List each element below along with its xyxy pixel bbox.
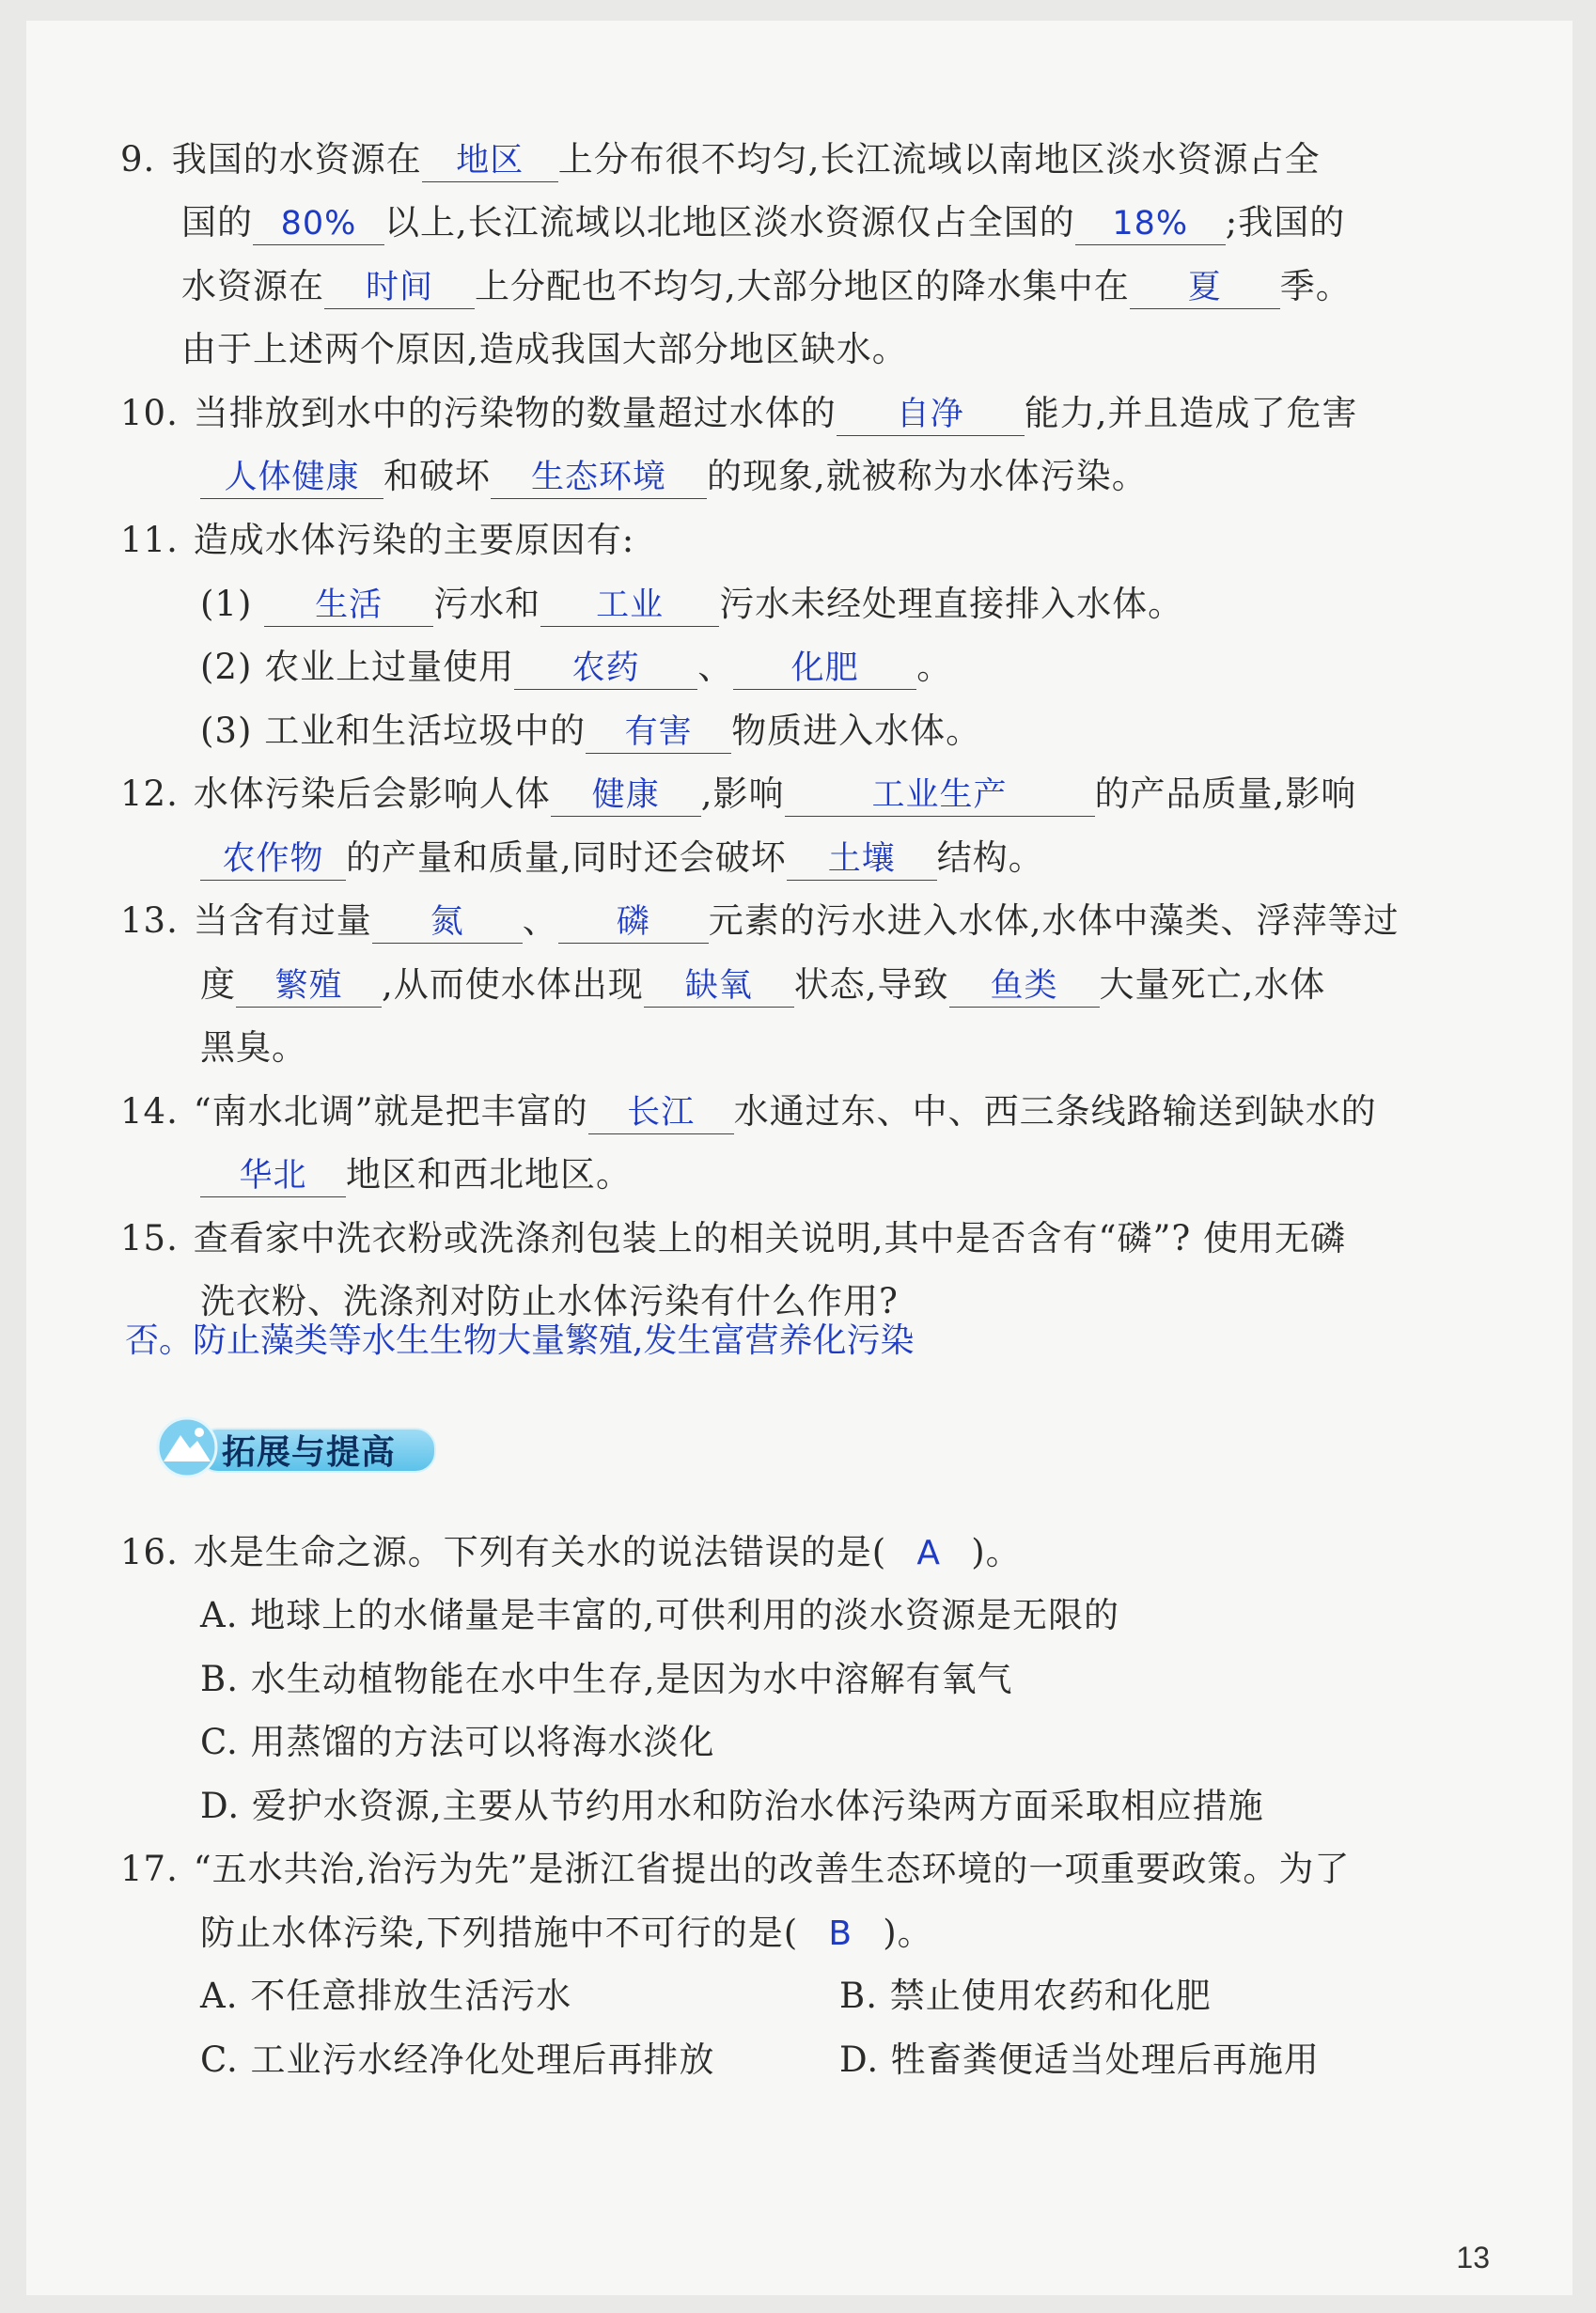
q11-text: 工业和生活垃圾中的 [264,711,587,751]
q14-answer-1: 长江 [588,1094,734,1134]
q11-text: 污水和 [433,584,541,624]
q11-text: 农业上过量使用 [264,647,515,687]
q9-text: 国的 [181,202,253,242]
q17-line-1 [120,1846,1350,1893]
q9-line-3 [181,263,1352,310]
q14-text: 地区和西北地区。 [346,1154,632,1195]
q9-answer-5: 夏 [1130,269,1280,309]
q17-text: )。 [883,1913,933,1953]
q11-sub-2 [200,644,952,691]
q13-text: 状态,导致 [793,964,949,1005]
q12-answer-4: 土壤 [787,840,937,881]
q17-option-d: D. 牲畜粪便适当处理后再施用 [839,2040,1320,2080]
q11-answer-1: 生活 [264,586,433,627]
q16-stem [120,1529,1022,1577]
q15-text: 洗衣粉、洗涤剂对防止水体污染有什么作用? [200,1281,899,1321]
q12-answer-1: 健康 [551,776,701,817]
q17-option-c: C. 工业污水经净化处理后再排放 [200,2040,715,2080]
q10-answer-3: 生态环境 [491,459,707,499]
q11-number: 11. [120,520,179,560]
q11-sub-label: (1) [200,584,253,624]
q16-text: 水是生命之源。下列有关水的说法错误的是( [193,1532,887,1572]
q11-sub-label: (2) [200,647,253,687]
q12-text: 水体污染后会影响人体 [193,774,551,814]
q9-line-2 [181,199,1345,246]
q17-answer: B [828,1914,853,1953]
q9-answer-2: 80% [253,205,384,245]
q9-text: 以上,长江流域以北地区淡水资源仅占全国的 [384,202,1075,242]
section-title: 拓展与提高 [222,1433,397,1472]
q13-text: 当含有过量 [193,900,372,941]
q11-text: 污水未经处理直接排入水体。 [719,584,1184,624]
q9-text: 上分配也不均匀,大部分地区的降水集中在 [475,266,1130,306]
q11-sub-label: (3) [200,711,253,751]
q10-text: 能力,并且造成了危害 [1024,393,1358,433]
q12-line-1 [120,771,1356,818]
mountain-badge-icon [156,1416,218,1478]
q9-answer-4: 时间 [324,269,475,309]
q17-text: 防止水体污染,下列措施中不可行的是( [200,1913,799,1953]
q13-text: 度 [200,964,236,1005]
page-number: 13 [1456,2241,1490,2274]
q11-sub-3 [200,708,981,755]
q16-option-d: D. 爱护水资源,主要从节约用水和防治水体污染两方面采取相应措施 [200,1786,1264,1826]
q13-line-1 [120,898,1400,945]
q11-answer-5: 有害 [586,713,731,754]
q10-text: 和破坏 [383,456,491,496]
q13-text: 元素的污水进入水体,水体中藻类、浮萍等过 [708,900,1400,941]
q17-number: 17. [120,1849,179,1889]
q14-text: 水通过东、中、西三条线路输送到缺水的 [733,1091,1377,1132]
q15-text: 查看家中洗衣粉或洗涤剂包装上的相关说明,其中是否含有“磷”? 使用无磷 [193,1218,1346,1258]
q12-line-2 [200,835,1044,882]
q16-number: 16. [120,1532,179,1572]
q9-text: 上分布很不均匀,长江流域以南地区淡水资源占全 [557,139,1321,180]
q12-text: 的产品质量,影响 [1094,774,1357,814]
q13-text: ,从而使水体出现 [382,964,644,1005]
q13-answer-1: 氮 [372,903,523,944]
q11-text: 。 [916,647,953,687]
q11-answer-4: 化肥 [733,649,916,690]
q12-text: ,影响 [700,774,785,814]
q12-answer-3: 农作物 [200,840,346,881]
q14-text: “南水北调”就是把丰富的 [193,1091,588,1132]
q14-answer-2: 华北 [200,1157,346,1197]
q12-text: 结构。 [936,837,1044,878]
q9-text: 我国的水资源在 [171,139,422,180]
q9-text: ;我国的 [1225,202,1346,242]
q11-line-1 [120,517,634,564]
q13-line-3 [200,1024,307,1071]
q11-answer-2: 工业 [540,586,719,627]
workbook-page [26,21,1573,2295]
q17-option-b: B. 禁止使用农药和化肥 [839,1976,1212,2016]
q13-answer-2: 磷 [558,903,709,944]
q13-number: 13. [120,900,179,941]
q12-number: 12. [120,774,179,814]
q9-line-4 [181,326,908,373]
q10-text: 的现象,就被称为水体污染。 [707,456,1148,496]
q11-text: 、 [697,647,734,687]
q14-line-1 [120,1088,1377,1135]
q11-answer-3: 农药 [514,649,697,690]
q10-line-2 [200,453,1148,500]
q15-answer: 否。防止藻类等水生生物大量繁殖,发生富营养化污染 [125,1321,915,1360]
q10-answer-1: 自净 [837,396,1025,436]
q14-number: 14. [120,1091,179,1132]
q17-option-a: A. 不任意排放生活污水 [200,1976,572,2016]
q9-text: 水资源在 [181,266,324,306]
section-banner [156,1416,438,1473]
q16-text: )。 [971,1532,1022,1572]
q13-line-2 [200,961,1325,1008]
q10-number: 10. [120,393,179,433]
q17-line-2 [200,1910,933,1958]
q15-number: 15. [120,1218,179,1258]
q13-answer-4: 缺氧 [644,967,794,1008]
q9-number: 9. [120,139,156,180]
q16-option-b: B. 水生动植物能在水中生存,是因为水中溶解有氧气 [200,1659,1013,1699]
q12-answer-2: 工业生产 [785,776,1095,817]
q10-text: 当排放到水中的污染物的数量超过水体的 [193,393,837,433]
q13-text: 大量死亡,水体 [1099,964,1326,1005]
q16-option-a: A. 地球上的水储量是丰富的,可供利用的淡水资源是无限的 [200,1595,1120,1635]
q9-text: 由于上述两个原因,造成我国大部分地区缺水。 [181,329,908,369]
q17-text: “五水共治,治污为先”是浙江省提出的改善生态环境的一项重要政策。为了 [193,1849,1351,1889]
q12-text: 的产量和质量,同时还会破坏 [346,837,787,878]
q16-option-c: C. 用蒸馏的方法可以将海水淡化 [200,1722,715,1762]
q9-text: 季。 [1279,266,1352,306]
q13-answer-5: 鱼类 [949,967,1100,1008]
q11-text: 物质进入水体。 [731,711,982,751]
q14-line-2 [200,1151,632,1198]
q10-answer-2: 人体健康 [200,459,383,499]
q9-line-1 [120,136,1321,183]
q13-text: 、 [522,900,558,941]
q15-line-1 [120,1215,1346,1262]
q13-answer-3: 繁殖 [236,967,382,1008]
q10-line-1 [120,390,1358,437]
q9-answer-1: 地区 [422,142,558,182]
q11-text: 造成水体污染的主要原因有: [193,520,635,560]
q9-answer-3: 18% [1075,205,1226,245]
q13-text: 黑臭。 [200,1027,307,1068]
q16-answer: A [916,1534,942,1572]
q11-sub-1 [200,581,1183,628]
